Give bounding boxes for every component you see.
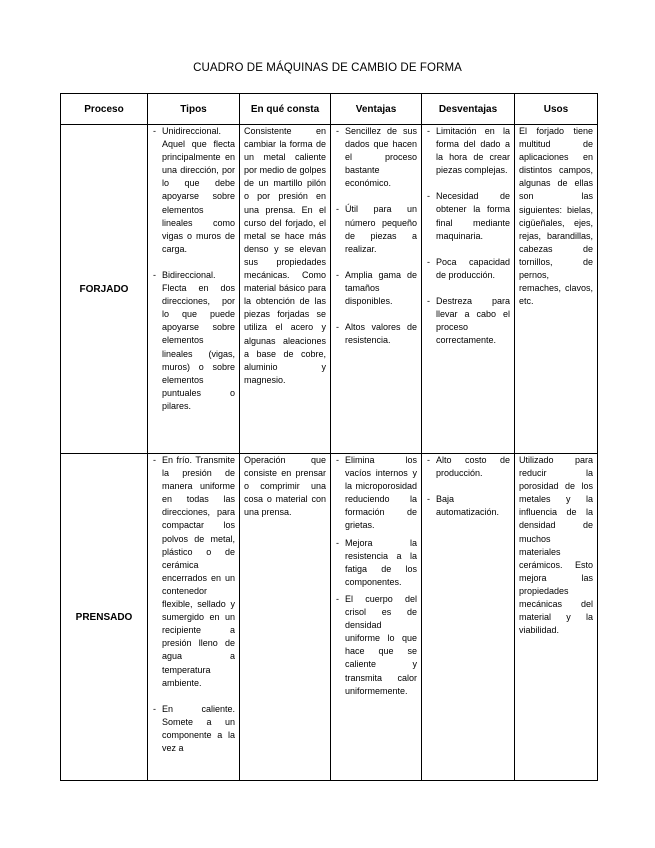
consta-text: Operación que consiste en prensar o comprimir una cosa o material con una prensa.	[244, 455, 326, 518]
proceso-cell: FORJADO	[61, 125, 148, 454]
document-title: CUADRO DE MÁQUINAS DE CAMBIO DE FORMA	[193, 62, 462, 74]
list-item: - Amplia gama de tamaños disponibles.	[335, 269, 417, 308]
header-tipos: Tipos	[148, 94, 240, 125]
table-row	[61, 454, 598, 781]
list-item: - Altos valores de resistencia.	[335, 321, 417, 347]
list-item: - Bidireccional. Flecta en dos direcciones, por lo que puede apoyarse sobre elementos lineales (vigas, muros) o sobre elementos puntuales o pilares.	[152, 269, 235, 413]
list-item: - Baja automatización.	[426, 493, 510, 519]
machines-table	[60, 93, 598, 781]
desventajas-cell	[422, 125, 515, 454]
consta-text: Consistente en cambiar la forma de un metal caliente por medio de golpes de un martillo pilón o por presión en una prensa. En el curso del forjado, el metal se hace más denso y se elevan sus propiedades mecánicas. Como material básico para la obtención de las piezas forjadas se utiliza el acero y algunas aleaciones a base de cobre, aluminio y magnesio.	[244, 126, 326, 385]
list-item: - Poca capacidad de producción.	[426, 256, 510, 282]
header-consta: En qué consta	[240, 94, 331, 125]
list-item: - El cuerpo del crisol es de densidad uniforme lo que hace que se caliente y transmita calor uniformemente.	[335, 593, 417, 698]
header-desventajas: Desventajas	[422, 94, 515, 125]
list-item: - En caliente. Somete a un componente a la vez a	[152, 703, 235, 755]
header-proceso: Proceso	[61, 94, 148, 125]
list-item: - Destreza para llevar a cabo el proceso correctamente.	[426, 295, 510, 347]
usos-cell	[515, 454, 598, 781]
list-item: - Sencillez de sus dados que hacen el proceso bastante económico.	[335, 125, 417, 190]
header-usos: Usos	[515, 94, 598, 125]
list-item: - Alto costo de producción.	[426, 454, 510, 480]
list-item: - En frío. Transmite la presión de manera uniforme en todas las direcciones, para compactar los polvos de metal, plástico o de cerámica encerrados en un contenedor flexible, sellado y sumergido en un recipiente a presión lleno de agua a temperatura ambiente.	[152, 454, 235, 690]
list-item: - Unidireccional. Aquel que flecta principalmente en una dirección, por lo que debe apoyarse sobre elementos lineales como vigas o muros de carga.	[152, 125, 235, 256]
ventajas-cell	[331, 454, 422, 781]
list-item: - Útil para un número pequeño de piezas a realizar.	[335, 203, 417, 255]
consta-cell	[240, 454, 331, 781]
usos-text: El forjado tiene multitud de aplicaciones en distintos campos, algunas de ellas son las siguientes: bielas, cigüeñales, ejes, rejas, barandillas, cabezas de tornillos, de pernos, remaches, clavos, etc.	[519, 126, 593, 307]
usos-text: Utilizado para reducir la porosidad de los metales y la influencia de la densidad de muchos materiales cerámicos. Esto mejora las propiedades mecánicas del material y la viabilidad.	[519, 455, 593, 636]
desventajas-cell	[422, 454, 515, 781]
proceso-cell: PRENSADO	[61, 454, 148, 781]
list-item: - Necesidad de obtener la forma final mediante maquinaria.	[426, 190, 510, 242]
table-row	[61, 125, 598, 454]
usos-cell	[515, 125, 598, 454]
header-row	[61, 94, 598, 125]
ventajas-cell	[331, 125, 422, 454]
tipos-cell	[148, 454, 240, 781]
consta-cell	[240, 125, 331, 454]
list-item: - Mejora la resistencia a la fatiga de los componentes.	[335, 537, 417, 589]
list-item: - Elimina los vacíos internos y la microporosidad reduciendo la formación de grietas.	[335, 454, 417, 533]
tipos-cell	[148, 125, 240, 454]
header-ventajas: Ventajas	[331, 94, 422, 125]
list-item: - Limitación en la forma del dado a la hora de crear piezas complejas.	[426, 125, 510, 177]
